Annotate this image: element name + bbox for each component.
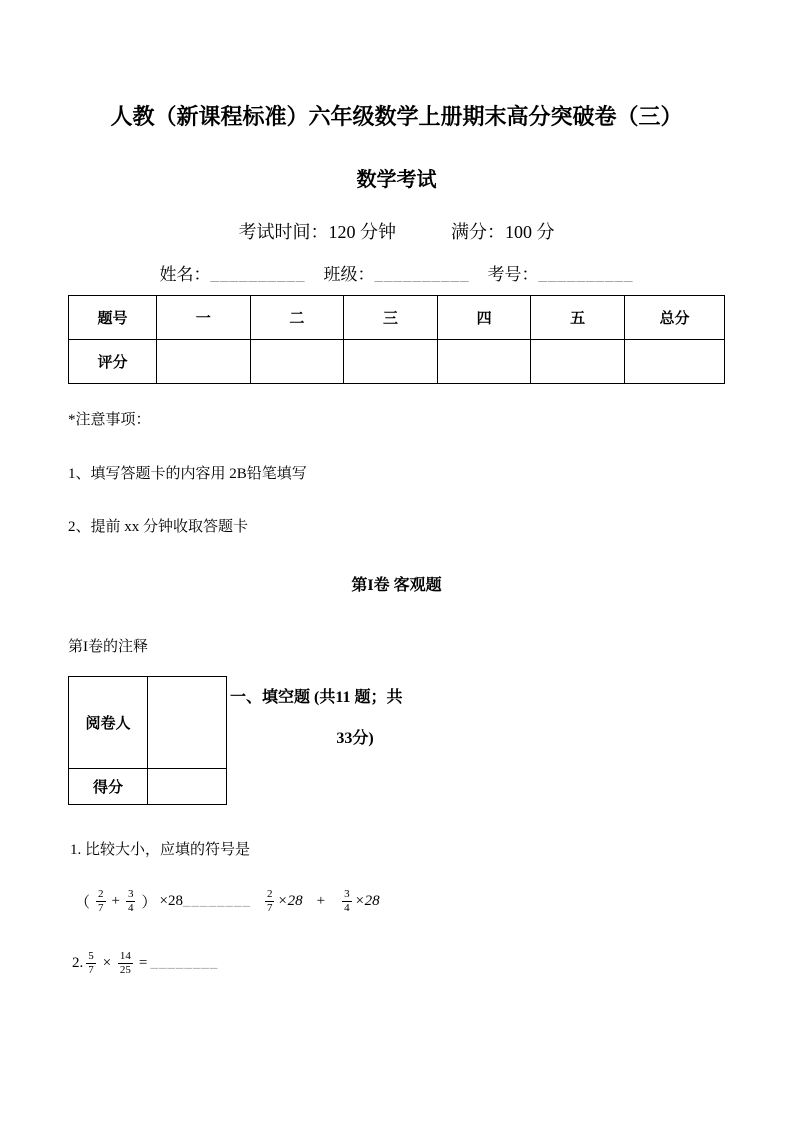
class-blank: __________ <box>374 265 470 284</box>
reviewer-row <box>69 677 227 769</box>
student-info-line <box>0 260 793 285</box>
times-28: ×28 <box>277 892 303 909</box>
part-1-heading <box>230 688 480 748</box>
part-1-heading-line1: 一、填空题 (共11 题；共 <box>230 689 403 706</box>
fraction-denominator: 25 <box>119 963 131 976</box>
exam-no-label: 考号： <box>487 265 539 284</box>
class-label: 班级： <box>323 265 375 284</box>
fraction-14-25 <box>118 950 133 976</box>
fraction-2-7 <box>265 888 275 914</box>
page-subtitle: 数学考试 <box>356 169 437 191</box>
notes-heading: *注意事项： <box>68 412 151 428</box>
reviewer-cell <box>148 677 227 769</box>
name-label: 姓名： <box>159 265 211 284</box>
grader-score-box <box>68 676 227 805</box>
score-cell <box>344 340 438 384</box>
close-paren: ） <box>141 894 157 911</box>
equals-sign: = <box>138 954 148 971</box>
score-summary-table <box>68 295 725 384</box>
part-1-heading-line2: 33分) <box>336 730 374 748</box>
question-2-number: 2. <box>72 954 84 971</box>
name-field-group <box>160 260 306 285</box>
score-row <box>69 769 227 805</box>
times-28: ×28 <box>159 892 183 909</box>
fraction-3-4 <box>342 888 352 914</box>
header-part-4: 四 <box>437 296 531 340</box>
header-part-1: 一 <box>157 296 251 340</box>
question-1-number: 1. <box>70 842 82 858</box>
section-1-title: 第I卷 客观题 <box>351 577 442 594</box>
fraction-numerator: 3 <box>127 888 134 900</box>
fraction-denominator: 4 <box>127 901 134 914</box>
open-paren: （ <box>75 894 91 911</box>
plus-sign: + <box>316 892 326 909</box>
answer-blank: ________ <box>182 892 251 909</box>
times-28: ×28 <box>354 892 380 909</box>
question-1-text <box>70 838 250 859</box>
score-label: 得分 <box>69 769 148 805</box>
fraction-3-4 <box>126 888 136 914</box>
header-part-2: 二 <box>250 296 344 340</box>
fraction-2-7 <box>96 888 106 914</box>
header-part-5: 五 <box>531 296 625 340</box>
exam-info-line <box>0 218 793 244</box>
header-total: 总分 <box>625 296 725 340</box>
fraction-numerator: 3 <box>344 888 350 900</box>
page-title: 人教（新课程标准）六年级数学上册期末高分突破卷（三） <box>110 104 683 129</box>
note-item-1: 1、填写答题卡的内容用 2B铅笔填写 <box>68 466 307 482</box>
exam-no-blank: __________ <box>538 265 634 284</box>
score-cell <box>625 340 725 384</box>
fraction-denominator: 7 <box>266 901 273 914</box>
fraction-5-7 <box>86 950 96 976</box>
class-field-group <box>324 260 470 285</box>
fraction-numerator: 2 <box>98 888 104 900</box>
times-sign: × <box>101 954 112 971</box>
score-table-header-row <box>69 296 725 340</box>
score-table-score-row <box>69 340 725 384</box>
score-cell <box>437 340 531 384</box>
question-1-expression <box>72 888 380 914</box>
name-blank: __________ <box>210 265 306 284</box>
score-cell <box>531 340 625 384</box>
score-cell-empty <box>148 769 227 805</box>
fraction-numerator: 14 <box>119 950 131 962</box>
note-item-2: 2、提前 xx 分钟收取答题卡 <box>68 519 249 535</box>
exam-duration: 考试时间：120 分钟 <box>238 222 396 242</box>
score-cell <box>250 340 344 384</box>
plus-sign: + <box>111 892 120 909</box>
score-cell <box>157 340 251 384</box>
question-2-expression <box>72 950 218 976</box>
reviewer-label: 阅卷人 <box>69 677 148 769</box>
header-question-number: 题号 <box>69 296 157 340</box>
fraction-numerator: 2 <box>266 888 273 900</box>
question-1-prompt: 比较大小，应填的符号是 <box>85 842 251 858</box>
header-part-3: 三 <box>344 296 438 340</box>
fraction-denominator: 7 <box>88 963 94 976</box>
section-1-annotation: 第I卷的注释 <box>68 639 148 655</box>
exam-total-score: 满分：100 分 <box>451 222 555 242</box>
fraction-denominator: 4 <box>344 901 350 914</box>
fraction-denominator: 7 <box>98 901 104 914</box>
answer-blank: ________ <box>150 954 219 971</box>
fraction-numerator: 5 <box>88 950 94 962</box>
score-row-label: 评分 <box>69 340 157 384</box>
exam-no-field-group <box>488 260 634 285</box>
